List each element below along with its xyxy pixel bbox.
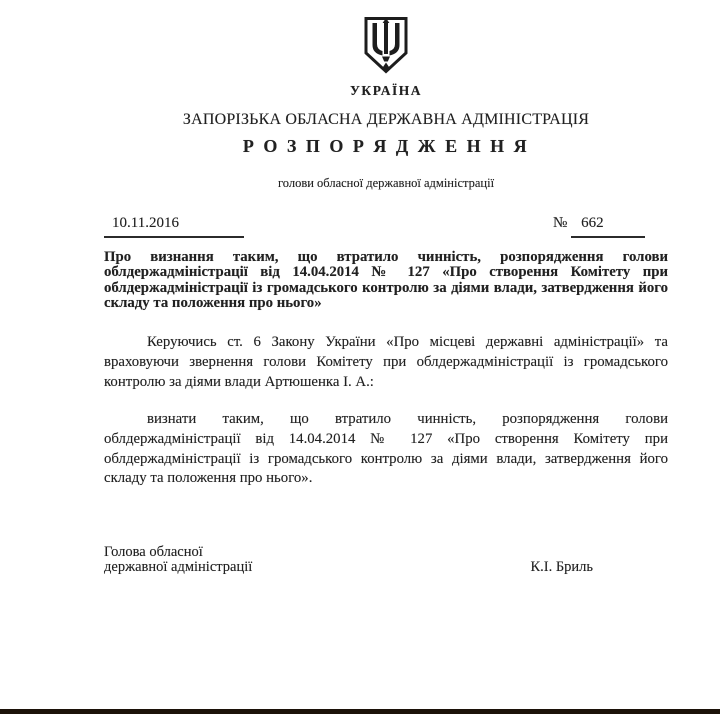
document-date: 10.11.2016 — [104, 215, 244, 238]
signer-position — [104, 545, 252, 575]
number-sign: № — [553, 215, 568, 231]
body-paragraph-1: Керуючись ст. 6 Закону України «Про місцеві державні адміністрації» та враховуючи звернення голови Комітету при облдержадміністрації із громадського контролю за діями влади Артюшенка І. А.: — [104, 334, 668, 390]
ukraine-coat-of-arms-icon — [363, 16, 409, 74]
subject-paragraph: Про визнання таким, що втратило чинність, розпорядження голови облдержадміністрації від 14.04.2014 № 127 «Про створення Комітету при облдержадміністрації із громадського контролю за діями влади, затвердження його складу та положення про нього» — [104, 249, 668, 312]
signature-block — [104, 545, 668, 575]
scan-artifact-bar — [0, 709, 720, 714]
organization-name: ЗАПОРІЗЬКА ОБЛАСНА ДЕРЖАВНА АДМІНІСТРАЦІЯ — [182, 111, 590, 128]
document-type-title: Р О З П О Р Я Д Ж Е Н Н Я — [242, 136, 530, 156]
document-number-group — [553, 215, 645, 238]
country-name: УКРАЇНА — [350, 83, 422, 98]
date-number-row — [104, 215, 668, 239]
emblem-container — [104, 16, 668, 79]
signer-position-line-1: Голова обласної — [104, 544, 203, 560]
body-paragraph-2: визнати таким, що втратило чинність, розпорядження голови облдержадміністрації від 14.04.2014 № 127 «Про створення Комітету при облдержадміністрації із громадського контролю за діями влади, затвердження його складу та положення про нього». — [104, 411, 668, 487]
signer-position-line-2: державної адміністрації — [104, 559, 253, 576]
document-subtitle: голови обласної державної адміністрації — [277, 176, 495, 190]
document-number: 662 — [571, 215, 645, 238]
signer-name: К.І. Бриль — [530, 559, 593, 576]
